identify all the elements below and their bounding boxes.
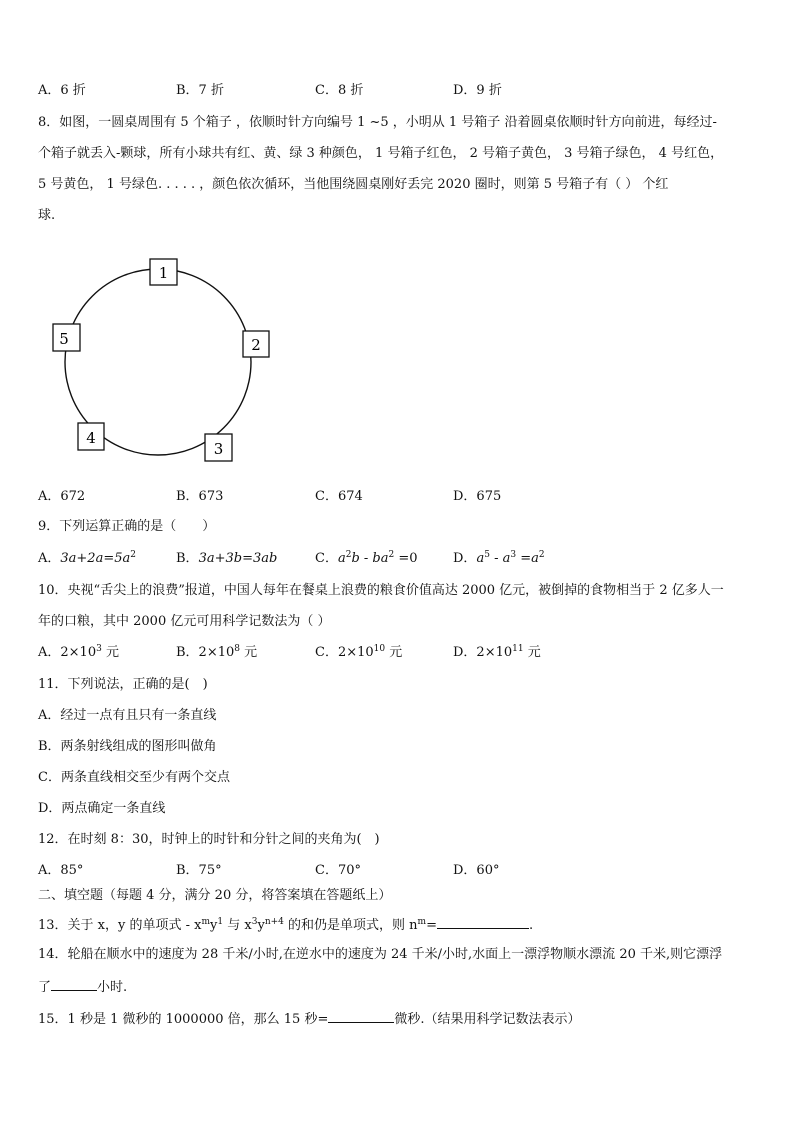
q8-stem-line3: 5 号黄色， 1 号绿色. . . . . ，颜色依次循环，当他围绕圆桌刚好丢完 2020 圈时，则第 5 号箱子有（ ） 个红: [38, 177, 669, 192]
q12-option-d: D．60°: [453, 863, 500, 878]
q9-option-d: D．$a^5 - a^3 =a^2$: [453, 550, 545, 566]
q14-stem-line1: 14．轮船在顺水中的速度为 28 千米/小时,在逆水中的速度为 24 千米/小时,水面上一漂浮物顺水漂流 20 千米,则它漂浮: [38, 947, 723, 962]
box-1-label: 1: [158, 264, 169, 282]
q11-option-d: D．两点确定一条直线: [38, 801, 166, 816]
q11-option-a: A．经过一点有且只有一条直线: [38, 708, 217, 723]
q12-option-a: A．85°: [38, 863, 84, 878]
q9-option-a: A．$3a+2a=5a^2$: [38, 550, 136, 566]
q10-stem-line1: 10．央视“舌尖上的浪费”报道，中国人每年在餐桌上浪费的粮食价值高达 2000 亿元，被倒掉的食物相当于 2 亿多人一: [38, 583, 724, 598]
q8-option-b: B．673: [176, 489, 224, 504]
q12-option-b: B．75°: [176, 863, 222, 878]
q8-stem-line1: 8．如图，一圆桌周围有 5 个箱子 ，依顺时针方向编号 1 ~5 ，小明从 1 号箱子 沿着圆桌依顺时针方向前进，每经过-: [38, 115, 717, 130]
section-heading-fill-in: 二、填空题（每题 4 分，满分 20 分，将答案填在答题纸上）: [38, 888, 392, 903]
q8-option-a: A．672: [38, 489, 86, 504]
q10-stem-line2: 年的口粮，其中 2000 亿元可用科学记数法为（ ）: [38, 614, 331, 629]
q10-option-b: B．$2\times 10^8$ 元: [176, 644, 258, 660]
q7-option-b: B．7 折: [176, 83, 224, 98]
q10-option-c: C．$2\times 10^{10}$ 元: [315, 644, 403, 660]
q8-option-d: D．675: [453, 489, 502, 504]
q11-option-c: C．两条直线相交至少有两个交点: [38, 770, 230, 785]
round-table-diagram: [48, 254, 278, 469]
q14-stem-line2: 了 小时.: [38, 980, 128, 995]
q14-answer-blank[interactable]: [51, 978, 97, 991]
q9-stem: 9．下列运算正确的是（ ）: [38, 519, 216, 534]
q15-answer-blank[interactable]: [328, 1010, 394, 1023]
q12-option-c: C．70°: [315, 863, 361, 878]
box-3-label: 3: [213, 440, 224, 458]
box-2: [243, 331, 269, 357]
q15-stem: 15．1 秒是 1 微秒的 1000000 倍，那么 15 秒= 微秒.（结果用科学记数法表示）: [38, 1012, 581, 1027]
q10-option-d: D．$2\times 10^{11}$ 元: [453, 644, 541, 660]
q8-option-c: C．674: [315, 489, 363, 504]
q7-option-a: A．6 折: [38, 83, 86, 98]
q9-option-b: B．3a+3b=3ab: [176, 551, 278, 566]
q11-option-b: B．两条射线组成的图形叫做角: [38, 739, 217, 754]
box-5-label: 5: [59, 330, 69, 348]
q7-option-c: C．8 折: [315, 83, 364, 98]
q8-stem-line2: 个箱子就丢入-颗球，所有小球共有红、黄、绿 3 种颜色， 1 号箱子红色， 2 号箱子黄色， 3 号箱子绿色， 4 号红色，: [38, 146, 724, 161]
box-1: [150, 259, 177, 285]
box-4-label: 4: [86, 429, 96, 447]
box-2-label: 2: [251, 336, 261, 354]
q13-answer-blank[interactable]: [437, 916, 529, 929]
box-4: [78, 423, 104, 450]
q7-option-d: D．9 折: [453, 83, 502, 98]
q9-option-c: C．$a^2b - ba^2 =0$: [315, 550, 418, 566]
q10-option-a: A．$2\times 10^3$ 元: [38, 644, 119, 660]
q8-stem-line4: 球.: [38, 208, 56, 223]
q12-stem: 12．在时刻 8：30，时钟上的时针和分针之间的夹角为( ): [38, 832, 380, 847]
box-5: [53, 324, 80, 351]
box-3: [205, 434, 232, 461]
q11-stem: 11．下列说法，正确的是( ): [38, 677, 208, 692]
q13-stem: 13．关于 x，y 的单项式 - $x^my^1$ 与 $x^3y^{n+4}$ 的和仍是单项式，则 $n^m=$ .: [38, 917, 534, 933]
